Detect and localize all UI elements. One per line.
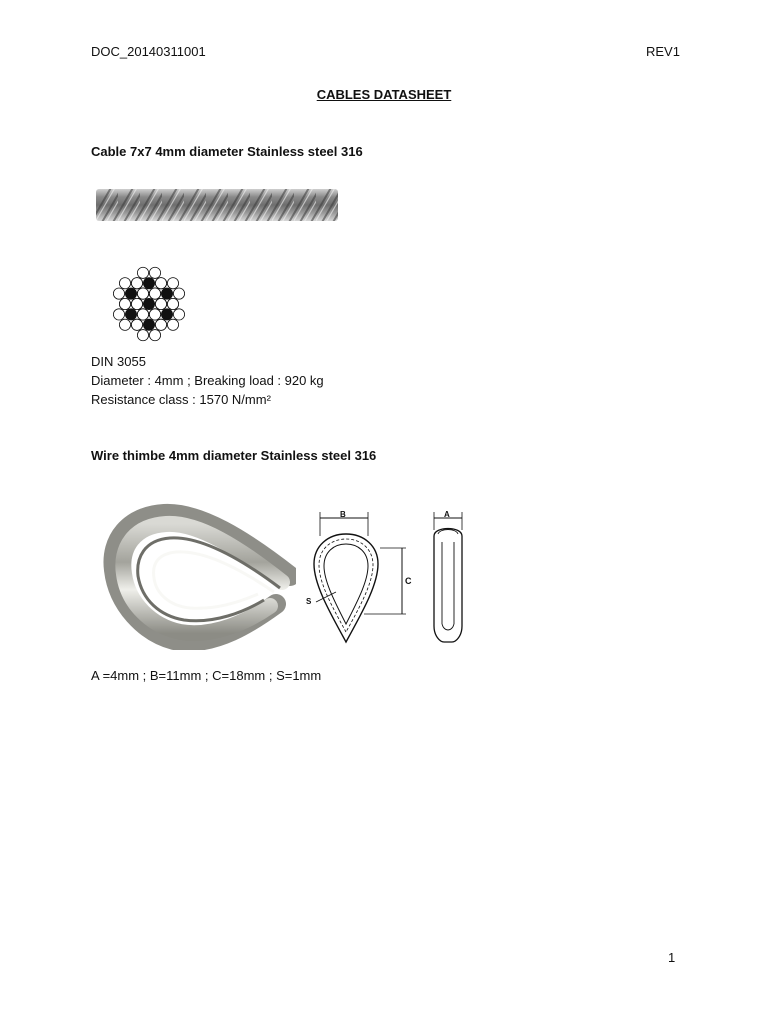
cable-spec-line: Resistance class : 1570 N/mm² bbox=[91, 392, 271, 407]
thimble-dimension-drawing bbox=[302, 506, 480, 648]
cable-spec-line: DIN 3055 bbox=[91, 354, 146, 369]
dimension-label-b: B bbox=[340, 510, 346, 519]
thimble-photo bbox=[94, 500, 296, 650]
cable-photo bbox=[96, 186, 338, 224]
cable-spec-line: Diameter : 4mm ; Breaking load : 920 kg bbox=[91, 373, 324, 388]
dimension-label-a: A bbox=[444, 510, 450, 519]
page-number: 1 bbox=[668, 950, 676, 965]
revision-label: REV1 bbox=[646, 44, 680, 59]
document-id: DOC_20140311001 bbox=[91, 44, 206, 59]
dimension-label-c: C bbox=[405, 576, 412, 586]
thimble-specs: A =4mm ; B=11mm ; C=18mm ; S=1mm bbox=[91, 668, 322, 683]
cable-heading: Cable 7x7 4mm diameter Stainless steel 316 bbox=[91, 144, 363, 159]
cable-cross-section-diagram bbox=[90, 256, 208, 352]
thimble-heading: Wire thimbe 4mm diameter Stainless steel 316 bbox=[91, 448, 377, 463]
page-title: CABLES DATASHEET bbox=[316, 87, 452, 102]
dimension-label-s: S bbox=[306, 597, 312, 606]
